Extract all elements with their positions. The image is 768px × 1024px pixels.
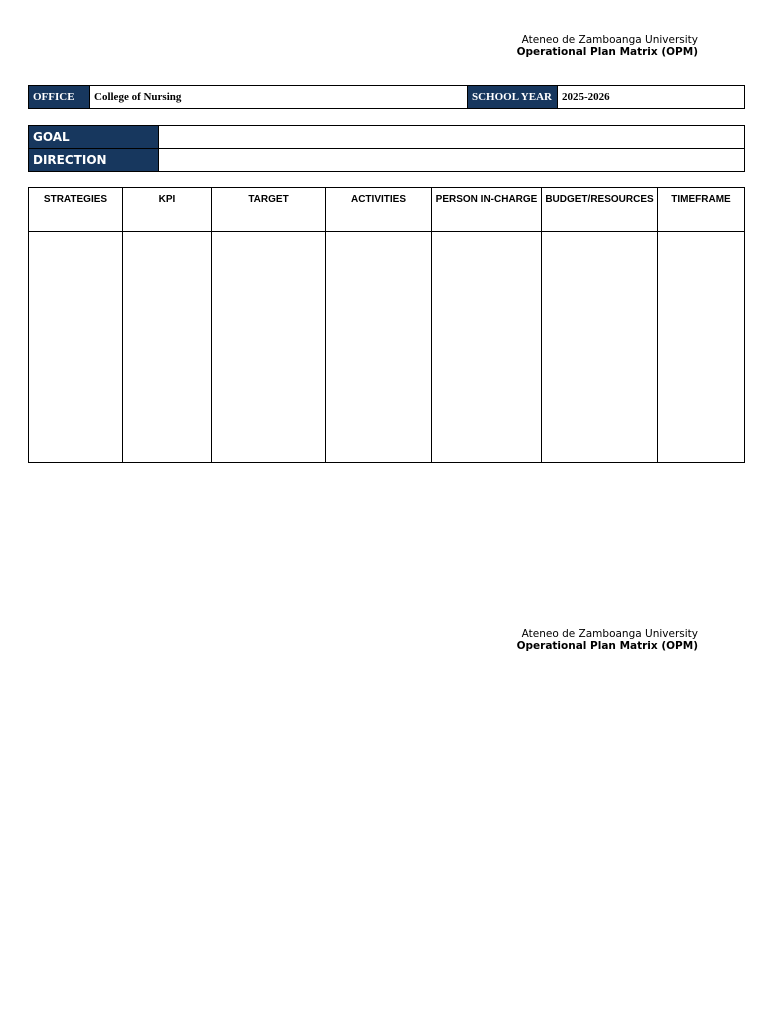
column-header-activities: ACTIVITIES [326,188,432,232]
column-header-budget-resources: BUDGET/RESOURCES [542,188,658,232]
office-info-row [29,86,745,109]
page-header-2 [517,628,698,652]
office-info-table [28,85,745,109]
university-name: Ateneo de Zamboanga University [521,628,698,640]
column-header-target: TARGET [212,188,326,232]
column-header-kpi: KPI [123,188,212,232]
column-header-strategies: STRATEGIES [29,188,123,232]
school-year-value-field[interactable]: 2025-2026 [558,86,745,109]
office-label: OFFICE [29,86,90,109]
university-name: Ateneo de Zamboanga University [521,34,698,46]
page-header [517,34,698,58]
direction-row [29,149,745,172]
strategies-cell[interactable] [29,232,123,463]
document-title: Operational Plan Matrix (OPM) [516,46,698,58]
person-in-charge-cell[interactable] [432,232,542,463]
column-header-person-in-charge: PERSON IN-CHARGE [432,188,542,232]
goal-direction-table [28,125,745,172]
kpi-cell[interactable] [123,232,212,463]
matrix-data-row [29,232,745,463]
goal-field[interactable] [159,126,745,149]
operational-plan-matrix [28,187,745,463]
column-header-timeframe: TIMEFRAME [658,188,745,232]
matrix-header-row [29,188,745,232]
school-year-label: SCHOOL YEAR [468,86,558,109]
target-cell[interactable] [212,232,326,463]
goal-label: GOAL [29,126,159,149]
goal-row [29,126,745,149]
document-title: Operational Plan Matrix (OPM) [516,640,698,652]
activities-cell[interactable] [326,232,432,463]
budget-resources-cell[interactable] [542,232,658,463]
direction-field[interactable] [159,149,745,172]
direction-label: DIRECTION [29,149,159,172]
timeframe-cell[interactable] [658,232,745,463]
office-value-field[interactable]: College of Nursing [90,86,468,109]
